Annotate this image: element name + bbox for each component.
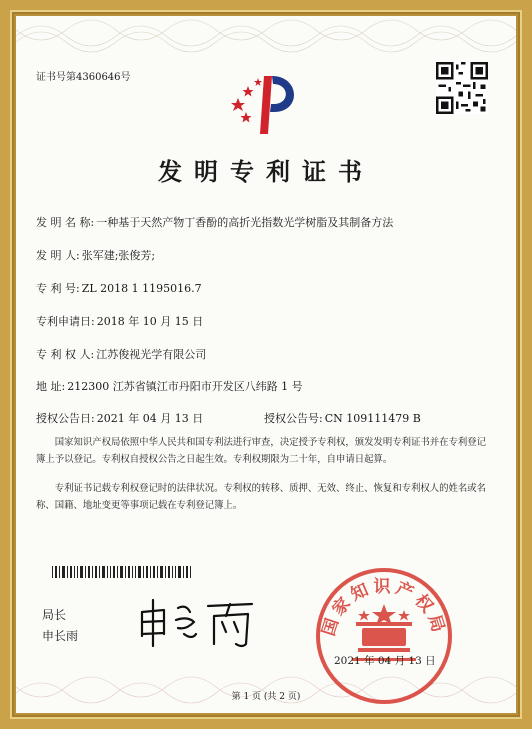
field-value: 一种基于天然产物丁香酚的高折光指数光学树脂及其制备方法 — [96, 216, 394, 229]
cnipa-logo — [228, 68, 308, 136]
seal-date: 2021 年 04 月 13 日 — [334, 655, 436, 667]
field-patentee — [36, 346, 206, 362]
field-value: 张军建;张俊芳; — [81, 249, 156, 262]
field-label: 专 利 权 人: — [36, 348, 95, 361]
certificate-title: 发明专利证书 — [158, 157, 374, 186]
qr-code — [436, 62, 488, 114]
director-signature — [134, 594, 264, 650]
director-name: 申长雨 — [42, 629, 79, 643]
grant-statement-paragraph: 国家知识产权局依照中华人民共和国专利法进行审查，决定授予专利权，颁发发明专利证书并在专利登记簿上予以登记。专利权自授权公告之日起生效。专利权期限为二十年，自申请日起算。 — [36, 437, 487, 465]
seal-text: 国家知识产权局 — [318, 577, 450, 639]
field-value: 212300 江苏省镇江市丹阳市开发区八纬路 1 号 — [67, 380, 303, 393]
field-label: 地 址: — [36, 380, 66, 393]
field-patent-number — [36, 280, 202, 296]
field-application-date — [36, 313, 203, 329]
official-seal — [312, 564, 456, 708]
field-grant-date — [36, 410, 203, 426]
field-value: 2021 年 04 月 13 日 — [96, 412, 204, 425]
field-invention-name — [36, 214, 393, 230]
certificate-paper — [16, 16, 516, 713]
barcode — [52, 566, 192, 578]
field-inventor — [36, 247, 155, 263]
page-number: 第 1 页 (共 2 页) — [231, 692, 301, 702]
field-label: 授权公告号: — [264, 412, 323, 425]
director-title: 局长 — [42, 608, 67, 622]
field-label: 授权公告日: — [36, 412, 95, 425]
field-label: 专 利 号: — [36, 282, 80, 295]
field-label: 专利申请日: — [36, 315, 95, 328]
field-value: 2018 年 10 月 15 日 — [96, 315, 204, 328]
field-address — [36, 378, 303, 394]
field-grant-publication-number — [264, 410, 421, 426]
field-value: ZL 2018 1 1195016.7 — [81, 282, 202, 295]
field-value: 江苏俊视光学有限公司 — [96, 348, 207, 361]
guilloche-pattern-top — [16, 16, 516, 56]
field-value: CN 109111479 B — [324, 412, 421, 425]
legal-status-paragraph: 专利证书记载专利权登记时的法律状况。专利权的转移、质押、无效、终止、恢复和专利权人的姓名或名称、国籍、地址变更等事项记载在专利登记簿上。 — [36, 483, 487, 511]
field-label: 发 明 名 称: — [36, 216, 95, 229]
certificate-number: 证书号第4360646号 — [36, 72, 131, 83]
field-label: 发 明 人: — [36, 249, 80, 262]
